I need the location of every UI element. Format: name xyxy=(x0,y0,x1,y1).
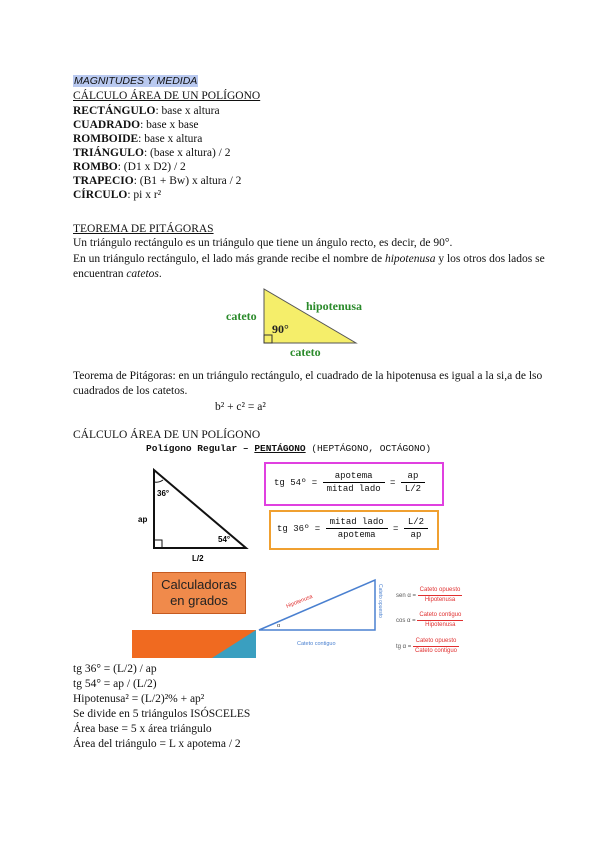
area-formula: RECTÁNGULO: base x altura xyxy=(73,105,220,117)
note-line: tg 36° = (L/2) / ap xyxy=(73,663,157,675)
trig-adj-label: Cateto contiguo xyxy=(297,641,336,647)
area-formula: ROMBOIDE: base x altura xyxy=(73,133,203,145)
pitagoras-title: TEOREMA DE PITÁGORAS xyxy=(73,223,214,235)
angle-54-label: 54° xyxy=(218,535,231,544)
sine-definition: sen α = Cateto opuesto Hipotenusa xyxy=(396,587,461,603)
tangent-definition: tg α = Cateto opuesto Cateto contiguo xyxy=(396,638,458,654)
calculator-degrees-note: Calculadoras en grados xyxy=(152,572,246,614)
note-line: Área del triángulo = L x apotema / 2 xyxy=(73,738,241,750)
area-formula: TRIÁNGULO: (base x altura) / 2 xyxy=(73,147,231,159)
trig-opp-label: Cateto opuesto xyxy=(377,584,383,618)
area-formula: ROMBO: (D1 x D2) / 2 xyxy=(73,161,186,173)
pitagoras-line: encuentran catetos. xyxy=(73,268,162,280)
theorem-equation: b² + c² = a² xyxy=(215,401,266,413)
tg54-formula-box: tg 54º = $\frac{\text{apotema}}{\text{mitad lado}}$ = $\frac{ap}{L/2}$ xyxy=(264,462,444,506)
pitagoras-line: Un triángulo rectángulo es un triángulo que tiene un ángulo recto, es decir, de 90°. xyxy=(73,237,453,249)
area-formula: CUADRADO: base x base xyxy=(73,119,199,131)
tg36-formula-box: tg 36º = $\frac{\text{mitad lado}}{\text{apotema}}$ = $\frac{L/2}{ap}$ xyxy=(269,510,439,550)
section2-title: CÁLCULO ÁREA DE UN POLÍGONO xyxy=(73,429,261,441)
note-line: tg 54° = ap / (L/2) xyxy=(73,678,157,690)
section-title: CÁLCULO ÁREA DE UN POLÍGONO xyxy=(73,90,261,102)
theorem-text: Teorema de Pitágoras: en un triángulo rectángulo, el cuadrado de la hipotenusa es igual a la si,a de lso xyxy=(73,370,543,382)
apothem-triangle-shape xyxy=(154,470,246,548)
apothem-triangle-figure xyxy=(136,462,256,566)
note-line: Hipotenusa² = (L/2)²% + ap² xyxy=(73,693,205,705)
trig-triangle-figure xyxy=(255,576,385,652)
area-formula: CÍRCULO: pi x r² xyxy=(73,189,162,201)
angle-36-label: 36° xyxy=(157,489,170,498)
leg-left-label: cateto xyxy=(226,309,257,323)
cosine-definition: cos α = Cateto contiguo Hipotenusa xyxy=(396,612,462,628)
polygon-subtitle: Polígono Regular – PENTÁGONO (HEPTÁGONO, OCTÁGONO) xyxy=(146,443,432,454)
note-line: Área base = 5 x área triángulo xyxy=(73,723,212,735)
hypotenuse-label: hipotenusa xyxy=(306,299,363,313)
notes-list xyxy=(73,662,250,751)
trig-alpha-label: α xyxy=(277,623,281,629)
right-triangle-figure xyxy=(220,283,370,363)
pitagoras-line: En un triángulo rectángulo, el lado más grande recibe el nombre de hipotenusa y los otros dos lados se xyxy=(73,253,545,265)
area-formula-list xyxy=(73,104,241,202)
note-line: Se divide en 5 triángulos ISÓSCELES xyxy=(73,708,251,720)
theorem-text: cuadrados de los catetos. xyxy=(73,385,188,397)
area-formula: TRAPECIO: (B1 + Bw) x altura / 2 xyxy=(73,175,242,187)
leg-bottom-label: cateto xyxy=(290,345,321,359)
half-side-label: L/2 xyxy=(192,554,204,563)
section-tag: MAGNITUDES Y MEDIDA xyxy=(74,75,198,87)
trig-hyp-label: Hipotenusa xyxy=(285,593,314,610)
decorative-bar xyxy=(132,630,256,658)
angle-label: 90° xyxy=(272,322,289,336)
apothem-label: ap xyxy=(138,515,148,524)
